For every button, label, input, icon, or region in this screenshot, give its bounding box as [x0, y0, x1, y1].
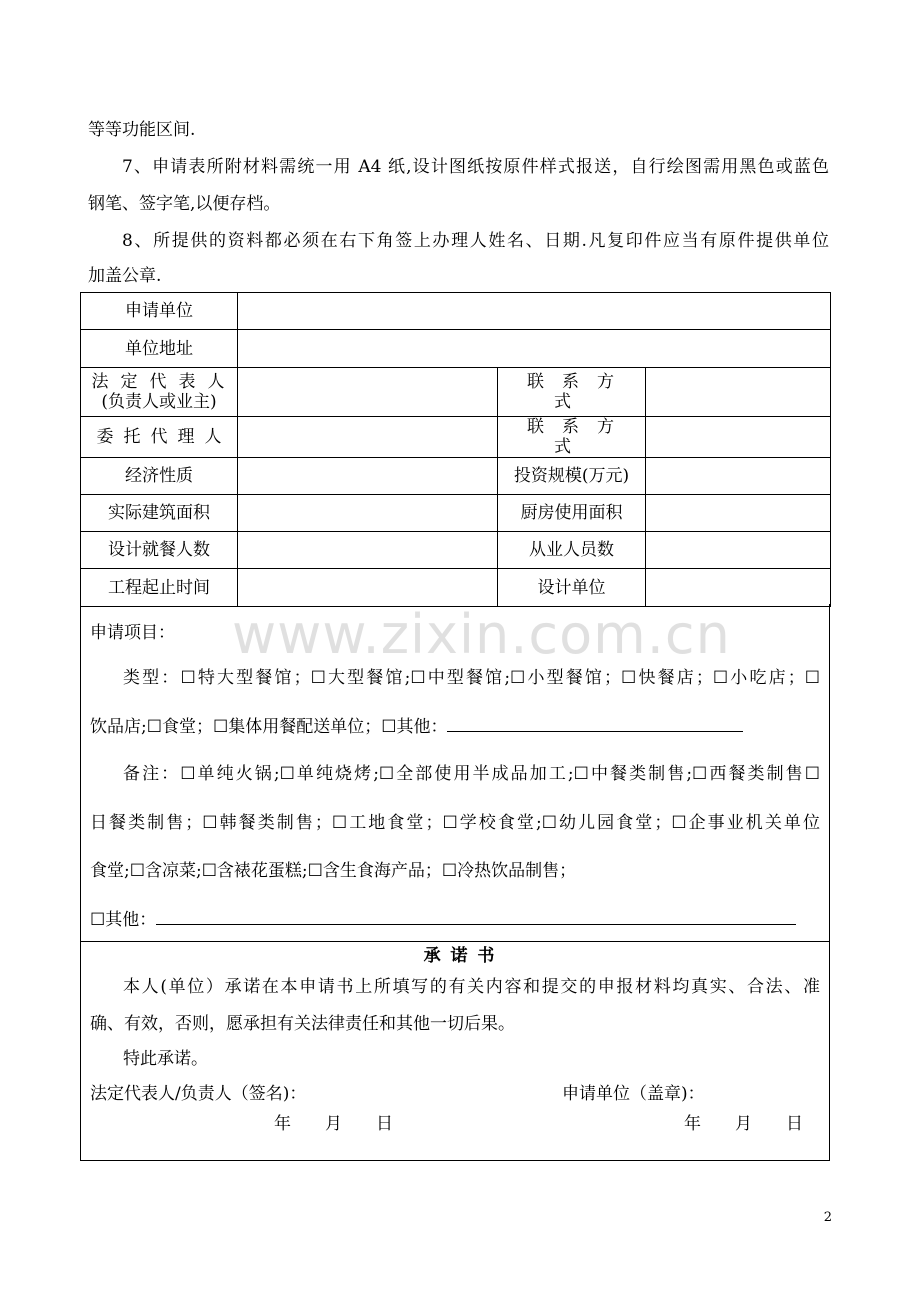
- field-economic-nature[interactable]: [238, 458, 498, 495]
- application-items-title: 申请项目：: [90, 623, 175, 643]
- date-right[interactable]: 年 月 日: [684, 1114, 803, 1134]
- watermark-logo: www.zixin.com.cn: [232, 603, 731, 666]
- pledge-title: 承 诺 书: [423, 946, 497, 966]
- field-project-period[interactable]: [238, 569, 498, 607]
- application-form-table: [80, 292, 831, 607]
- intro-line-1: 等等功能区间.: [88, 120, 196, 140]
- contact-2-text: 联系方式: [527, 417, 632, 457]
- remark-options-line-3[interactable]: 食堂;☐含凉菜;☐含裱花蛋糕;☐含生食海产品；☐冷热饮品制售；: [90, 861, 577, 881]
- remark-other-row[interactable]: [90, 907, 796, 932]
- legal-rep-line-1: 法定代表人: [91, 372, 237, 392]
- label-staff-count: 从业人员数: [498, 532, 646, 569]
- label-investment-scale: 投资规模(万元): [498, 458, 646, 495]
- field-legal-representative[interactable]: [238, 368, 498, 417]
- remark-options-line-1[interactable]: 备注：☐单纯火锅;☐单纯烧烤;☐全部使用半成品加工;☐中餐类制售;☐西餐类制售☐: [123, 764, 820, 784]
- field-agent[interactable]: [238, 417, 498, 458]
- item-8-line-1: 8、所提供的资料都必须在右下角签上办理人姓名、日期.凡复印件应当有原件提供单位: [122, 231, 829, 251]
- field-design-unit[interactable]: [646, 569, 831, 607]
- pledge-hereby: 特此承诺。: [123, 1049, 208, 1069]
- type-options-line-2[interactable]: [90, 714, 743, 739]
- label-contact-1: [498, 368, 646, 417]
- signature-legal-rep-label[interactable]: 法定代表人/负责人（签名)：: [90, 1084, 307, 1104]
- remark-options-line-2[interactable]: 日餐类制售；☐韩餐类制售；☐工地食堂；☐学校食堂;☐幼儿园食堂；☐企事业机关单位: [90, 813, 820, 833]
- field-staff-count[interactable]: [646, 532, 831, 569]
- item-7-line-1: 7、申请表所附材料需统一用 A4 纸,设计图纸按原件样式报送，自行绘图需用黑色或蓝色: [122, 157, 829, 177]
- date-left[interactable]: 年 月 日: [274, 1114, 393, 1134]
- label-unit-address: 单位地址: [81, 330, 238, 368]
- legal-rep-line-2: (负责人或业主): [101, 392, 217, 412]
- label-agent: [81, 417, 238, 458]
- field-contact-2[interactable]: [646, 417, 831, 458]
- label-legal-representative: [81, 368, 238, 417]
- item-8-line-2: 加盖公章.: [88, 266, 162, 286]
- label-project-period: 工程起止时间: [81, 569, 238, 607]
- agent-text: 委托代理人: [96, 427, 232, 447]
- remark-other-input[interactable]: [156, 907, 796, 925]
- page-number: 2: [823, 1210, 832, 1225]
- field-investment-scale[interactable]: [646, 458, 831, 495]
- type-other-input[interactable]: [447, 714, 743, 732]
- contact-1-text: 联系方式: [527, 372, 632, 412]
- remark-other-label: ☐其他：: [90, 910, 157, 930]
- field-kitchen-area[interactable]: [646, 495, 831, 532]
- type-options-line-2-text: 饮品店;☐食堂；☐集体用餐配送单位；☐其他：: [90, 717, 448, 737]
- pledge-text-line-1: 本人(单位）承诺在本申请书上所填写的有关内容和提交的申报材料均真实、合法、准: [123, 977, 820, 997]
- label-actual-building-area: 实际建筑面积: [81, 495, 238, 532]
- item-7-line-2: 钢笔、签字笔,以便存档。: [88, 194, 281, 214]
- pledge-text-line-2: 确、有效，否则，愿承担有关法律责任和其他一切后果。: [90, 1014, 515, 1034]
- field-contact-1[interactable]: [646, 368, 831, 417]
- label-kitchen-area: 厨房使用面积: [498, 495, 646, 532]
- type-options-line-1[interactable]: 类型：☐特大型餐馆；☐大型餐馆;☐中型餐馆;☐小型餐馆；☐快餐店；☐小吃店；☐: [123, 668, 820, 688]
- label-applicant-unit: 申请单位: [81, 293, 238, 330]
- field-unit-address[interactable]: [238, 330, 831, 368]
- label-contact-2: [498, 417, 646, 458]
- label-design-unit: 设计单位: [498, 569, 646, 607]
- field-applicant-unit[interactable]: [238, 293, 831, 330]
- seal-applicant-unit-label[interactable]: 申请单位（盖章)：: [562, 1084, 705, 1104]
- field-actual-building-area[interactable]: [238, 495, 498, 532]
- label-design-diners: 设计就餐人数: [81, 532, 238, 569]
- field-design-diners[interactable]: [238, 532, 498, 569]
- label-economic-nature: 经济性质: [81, 458, 238, 495]
